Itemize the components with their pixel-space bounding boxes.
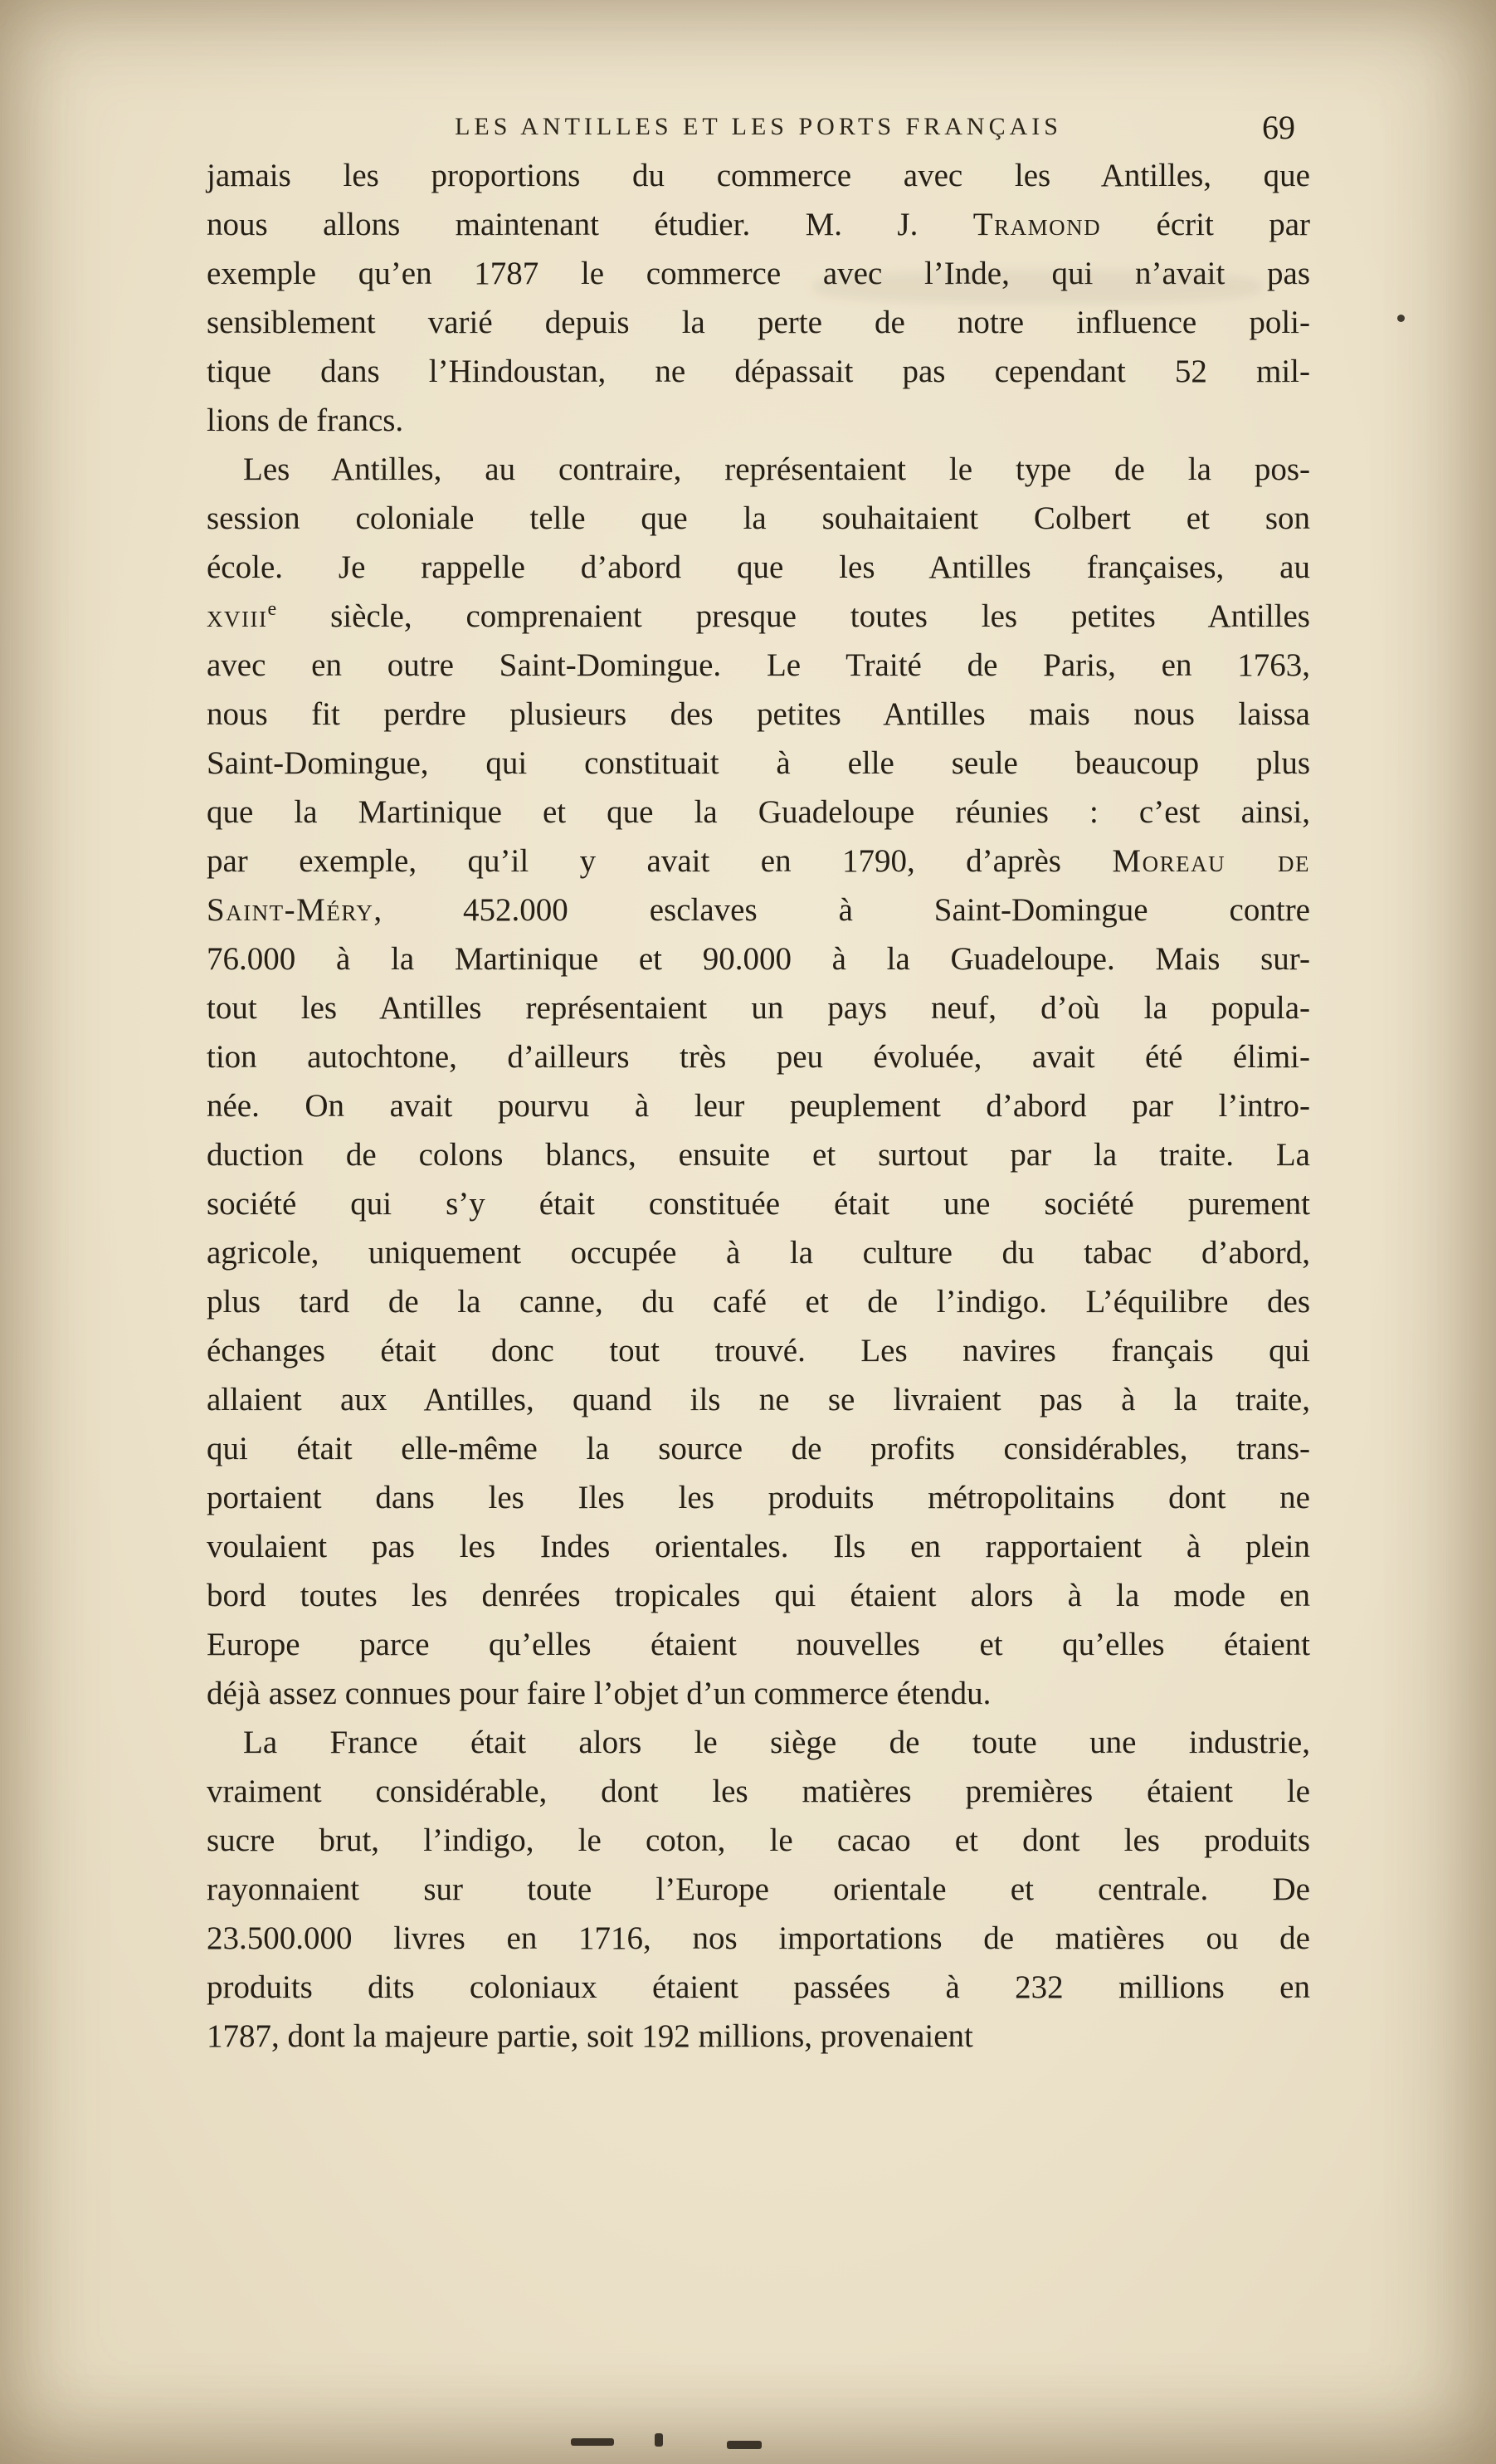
text-line: nous fit perdre plusieurs des petites Antilles mais nous laissa xyxy=(207,696,1310,732)
text-line: avec en outre Saint-Domingue. Le Traité de Paris, en 1763, xyxy=(207,647,1310,683)
text-line: que la Martinique et que la Guadeloupe réunies : c’est ainsi, xyxy=(207,794,1310,830)
scan-speck-1 xyxy=(1397,315,1405,322)
text-line: La France était alors le siège de toute une industrie, xyxy=(243,1725,1310,1760)
text-line: société qui s’y était constituée était une société purement xyxy=(207,1186,1310,1222)
text-line: déjà assez connues pour faire l’objet d’un commerce étendu. xyxy=(207,1676,992,1711)
text-line: xviii$^e$ siècle, comprenaient presque toutes les petites Antilles xyxy=(207,598,1310,634)
text-line: tique dans l’Hindoustan, ne dépassait pas cependant 52 mil- xyxy=(207,354,1310,389)
text-line: par exemple, qu’il y avait en 1790, d’après Moreau de xyxy=(207,843,1310,879)
text-block xyxy=(207,151,1310,2061)
text-line: duction de colons blancs, ensuite et surtout par la traite. La xyxy=(207,1137,1310,1173)
text-line: Europe parce qu’elles étaient nouvelles et qu’elles étaient xyxy=(207,1627,1310,1662)
text-line: tout les Antilles représentaient un pays neuf, d’où la popula- xyxy=(207,990,1310,1026)
page-number: 69 xyxy=(1262,109,1295,146)
text-line: école. Je rappelle d’abord que les Antilles françaises, au xyxy=(207,549,1310,585)
text-line: lions de francs. xyxy=(207,403,404,438)
text-line: bord toutes les denrées tropicales qui étaient alors à la mode en xyxy=(207,1578,1310,1613)
text-line: produits dits coloniaux étaient passées à 232 millions en xyxy=(207,1969,1310,2005)
text-line: tion autochtone, d’ailleurs très peu évoluée, avait été élimi- xyxy=(207,1039,1310,1075)
text-line: jamais les proportions du commerce avec les Antilles, que xyxy=(207,158,1310,193)
scan-speck-3 xyxy=(655,2433,663,2447)
text-line: vraiment considérable, dont les matières premières étaient le xyxy=(207,1774,1310,1809)
scan-speck-4 xyxy=(727,2441,762,2449)
text-line: rayonnaient sur toute l’Europe orientale et centrale. De xyxy=(207,1871,1310,1907)
text-line: née. On avait pourvu à leur peuplement d’abord par l’intro- xyxy=(207,1088,1310,1124)
text-line: nous allons maintenant étudier. M. J. Tramond écrit par xyxy=(207,207,1310,242)
text-line: 23.500.000 livres en 1716, nos importations de matières ou de xyxy=(207,1920,1310,1956)
text-line: sucre brut, l’indigo, le coton, le cacao et dont les produits xyxy=(207,1822,1310,1858)
text-line: portaient dans les Iles les produits métropolitains dont ne xyxy=(207,1480,1310,1515)
text-line: Saint-Domingue, qui constituait à elle seule beaucoup plus xyxy=(207,745,1310,781)
text-line: voulaient pas les Indes orientales. Ils en rapportaient à plein xyxy=(207,1529,1310,1564)
text-line: qui était elle-même la source de profits considérables, trans- xyxy=(207,1431,1310,1466)
header-title: LES ANTILLES ET LES PORTS FRANÇAIS xyxy=(455,113,1062,140)
text-line: échanges était donc tout trouvé. Les navires français qui xyxy=(207,1333,1310,1369)
text-line: 76.000 à la Martinique et 90.000 à la Guadeloupe. Mais sur- xyxy=(207,941,1310,977)
text-line: agricole, uniquement occupée à la culture du tabac d’abord, xyxy=(207,1235,1310,1271)
text-line: session coloniale telle que la souhaitaient Colbert et son xyxy=(207,500,1310,536)
text-line: exemple qu’en 1787 le commerce avec l’Inde, qui n’avait pas xyxy=(207,256,1310,291)
text-line: allaient aux Antilles, quand ils ne se livraient pas à la traite, xyxy=(207,1382,1310,1417)
text-line: 1787, dont la majeure partie, soit 192 millions, provenaient xyxy=(207,2018,973,2054)
running-head xyxy=(207,108,1310,149)
text-line: plus tard de la canne, du café et de l’indigo. L’équilibre des xyxy=(207,1284,1310,1320)
text-line: sensiblement varié depuis la perte de notre influence poli- xyxy=(207,305,1310,340)
text-line: Saint-Méry, 452.000 esclaves à Saint-Domingue contre xyxy=(207,892,1310,928)
text-line: Les Antilles, au contraire, représentaient le type de la pos- xyxy=(243,451,1310,487)
scan-speck-2 xyxy=(571,2438,614,2446)
